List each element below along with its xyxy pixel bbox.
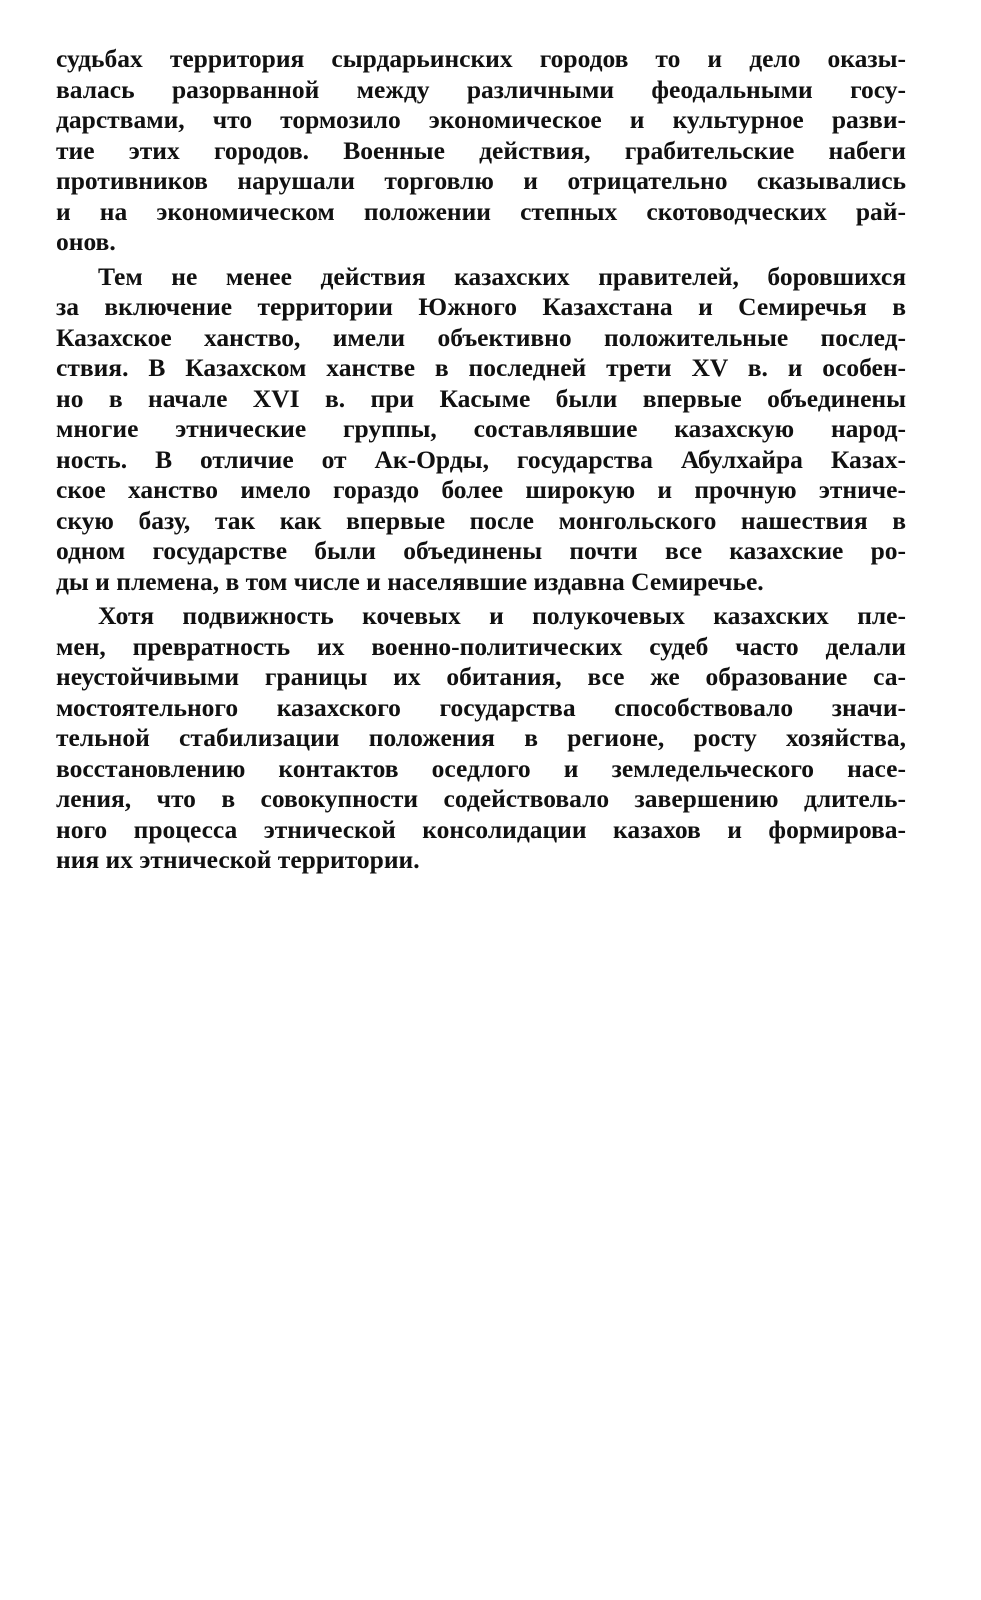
text-line: ного процесса этнической консолидации казахов и формирова- — [56, 814, 906, 844]
text-line: восстановлению контактов оседлого и земледельческого насе- — [56, 753, 906, 783]
text-line: скую базу, так как впервые после монгольского нашествия в — [56, 505, 906, 535]
text-line: ния их этнической территории. — [56, 845, 420, 874]
paragraph-1 — [56, 44, 906, 258]
document-page — [56, 44, 906, 880]
text-line: ность. В отличие от Ак-Орды, государства Абулхайра Казах- — [56, 444, 906, 474]
text-line: и на экономическом положении степных скотоводческих рай- — [56, 196, 906, 226]
text-line: Казахское ханство, имели объективно положительные послед- — [56, 322, 906, 352]
text-line: ления, что в совокупности содействовало завершению длитель- — [56, 784, 906, 813]
text-line: многие этнические группы, составлявшие казахскую народ- — [56, 414, 906, 443]
text-line: тельной стабилизации положения в регионе, росту хозяйства, — [56, 723, 906, 752]
text-line: валась разорванной между различными феодальными госу- — [56, 74, 906, 104]
text-line: мостоятельного казахского государства способствовало значи- — [56, 692, 906, 722]
text-line: тие этих городов. Военные действия, грабительские набеги — [56, 135, 906, 165]
text-line: за включение территории Южного Казахстана и Семиречья в — [56, 292, 906, 321]
text-line: ствия. В Казахском ханстве в последней трети XV в. и особен- — [56, 353, 906, 382]
paragraph-2 — [56, 262, 906, 598]
text-line: неустойчивыми границы их обитания, все же образование са- — [56, 662, 906, 691]
text-line: противников нарушали торговлю и отрицательно сказывались — [56, 166, 906, 195]
text-line: но в начале XVI в. при Касыме были впервые объединены — [56, 383, 906, 413]
text-line: дарствами, что тормозило экономическое и культурное разви- — [56, 105, 906, 134]
text-line: ды и племена, в том числе и населявшие издавна Семиречье. — [56, 566, 764, 596]
text-line: Хотя подвижность кочевых и полукочевых казахских пле- — [98, 601, 906, 630]
text-line: ское ханство имело гораздо более широкую и прочную этниче- — [56, 475, 906, 504]
text-line: одном государстве были объединены почти все казахские ро- — [56, 536, 906, 565]
paragraph-3 — [56, 601, 906, 876]
text-line: судьбах территория сырдарьинских городов то и дело оказы- — [56, 44, 906, 73]
text-line: Тем не менее действия казахских правителей, боровшихся — [98, 261, 906, 291]
text-line: мен, превратность их военно-политических судеб часто делали — [56, 631, 906, 661]
text-line: онов. — [56, 227, 116, 256]
